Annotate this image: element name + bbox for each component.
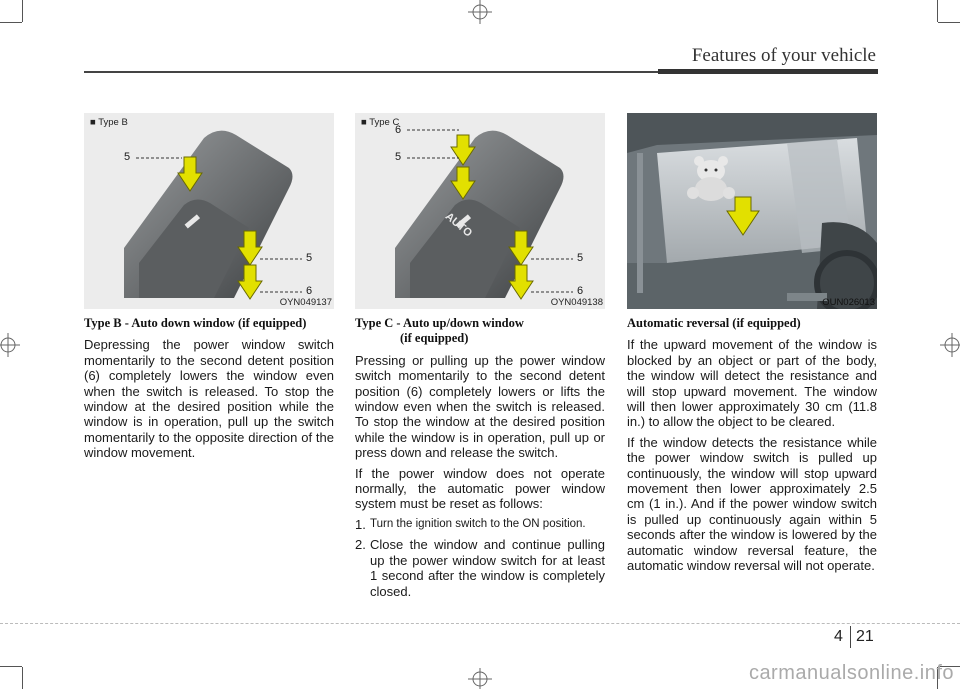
registration-mark-bottom (468, 668, 492, 689)
figure-auto-reversal (627, 113, 877, 309)
heading-type-c-sub: (if equipped) (400, 331, 469, 346)
crop-mark (0, 666, 22, 667)
callout-label: 6 (306, 285, 313, 297)
auto-switch-label: AUTO (442, 210, 475, 240)
page-number: 21 (856, 628, 874, 645)
paragraph: If the upward movement of the window is blocked by an object or part of the body, the window will detect the resistance and will stop upward movement. The window will then lower approximately 30 cm (11.8 in.) to allow the object to be cleared. (627, 337, 877, 430)
chapter-number: 4 (834, 628, 843, 645)
figure-type-c (355, 113, 605, 309)
list-item (355, 537, 605, 599)
paragraph: If the power window does not operate normally, the automatic power window system must be reset as follows: (355, 465, 605, 512)
callout-label: 6 (395, 124, 402, 136)
footer-rule (0, 623, 960, 624)
list-item (355, 517, 605, 532)
header-rule-accent (658, 69, 878, 74)
column-type-c (355, 316, 605, 604)
crop-mark (22, 0, 23, 22)
figure-type-b (84, 113, 334, 309)
heading-auto-reversal: Automatic reversal (if equipped) (627, 316, 801, 330)
paragraph: Pressing or pulling up the power window switch momentarily to the second detent position (6) completely lowers or lifts the window even when the switch is released. To stop the window at the desired position while the window is in operation, pull up or press down and release the switch. (355, 352, 605, 461)
callout-label: 5 (395, 151, 402, 163)
callout-label: 5 (306, 252, 313, 264)
figure-code: OYN049137 (279, 297, 332, 308)
watermark: carmanualsonline.info (748, 662, 954, 684)
switch-illustration (355, 113, 605, 309)
paragraph: Depressing the power window switch momentarily to the second detent position (6) completely lowers the window even when the switch is released. To stop the window at the desired position while the window is in operation, pull up the switch momentarily to the opposite direction of the window movement. (84, 337, 334, 461)
list-number: 1. (355, 516, 366, 532)
figure-code: OUN026013 (822, 297, 875, 308)
figure-type-label: ■ Type C (361, 117, 400, 128)
switch-illustration (84, 113, 334, 309)
callout-label: 6 (577, 285, 584, 297)
crop-mark (0, 22, 22, 23)
callout-label: 5 (124, 151, 131, 163)
registration-mark-right (940, 333, 960, 357)
registration-mark-top (468, 0, 492, 24)
column-type-b (84, 316, 334, 466)
column-auto-reversal (627, 316, 877, 579)
list-number: 2. (355, 537, 366, 553)
crop-mark (22, 667, 23, 689)
figure-code: OYN049138 (550, 297, 603, 308)
callout-label: 5 (577, 252, 584, 264)
figure-type-label: ■ Type B (90, 117, 128, 128)
list-text: Turn the ignition switch to the ON position. (370, 517, 586, 530)
registration-mark-left (0, 333, 20, 357)
page-number-divider (850, 626, 851, 648)
heading-type-b: Type B - Auto down window (if equipped) (84, 316, 307, 330)
paragraph: If the window detects the resistance while the power window switch is pulled up continuously, the window will stop upward movement then lower approximately 2.5 cm (1 in.). And if the power window switch is pulled up continuously again within 5 seconds after the window is lowered by the automatic window reversal feature, the automatic window reversal will not operate. (627, 434, 877, 574)
heading-type-c: Type C - Auto up/down window (355, 316, 524, 330)
section-title: Features of your vehicle (691, 45, 876, 66)
window-photo-illustration (627, 113, 877, 309)
list-text: Close the window and continue pulling up the power window switch for at least 1 second after the window is completely closed. (370, 537, 605, 599)
crop-mark (937, 0, 938, 22)
crop-mark (938, 22, 960, 23)
